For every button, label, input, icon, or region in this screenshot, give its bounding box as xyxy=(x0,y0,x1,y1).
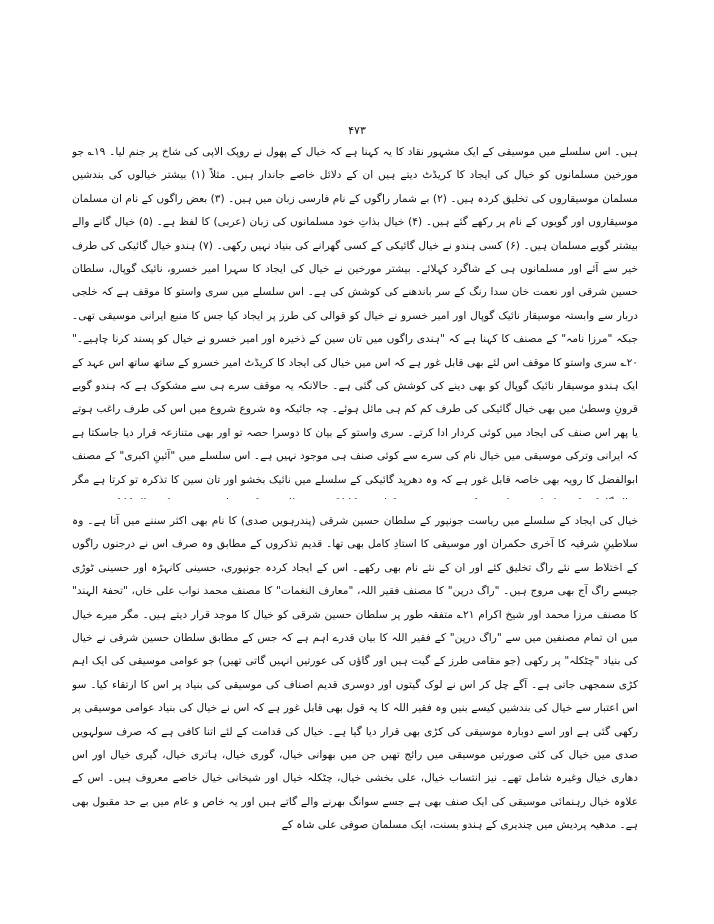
paragraph-2-text: خیال کی ایجاد کے سلسلے میں ریاست جونپور کے سلطان حسین شرقی (پندرہویں صدی) کا نام بھی اکثر سننے میں آتا ہے۔ وہ سلاطینِ شرقیہ کا آخری حکمران اور موسیقی کا استادِ کامل بھی تھا۔ قدیم تذکروں کے مطابق وہ صرف اس نے درجنوں راگوں کے اختلاط سے نئے راگ تخلیق کئے اور ان کے نئے نام بھی رکھے۔ اس کے ایجاد کردہ جونپوری، حسینی کانہڑہ اور حسینی ٹوڑی جیسے راگ آج بھی مروج ہیں۔ "راگ درپن" کا مصنف فقیر اللہ، "معارف النغمات" کا مصنف محمد نواب علی خاں، "تحفۃ الہند" کا مصنف مرزا محمد اور شیخ اکرام ۲۱؎ متفقہ طور پر سلطان حسین شرقی کو خیال کا موجد قرار دیتے ہیں۔ مگر میرے خیال میں ان تمام مصنفین میں سے "راگ درپن" کے فقیر اللہ کا بیان قدرے اہم ہے کہ جس کے مطابق سلطان حسین شرقی نے خیال کی بنیاد "چٹکلہ" پر رکھی (جو مقامی طرز کے گیت ہیں اور گاؤں کی عورتیں انہیں گاتی تھیں) جو عوامی موسیقی کی ایک اہم کڑی سمجھی جاتی ہے۔ آگے چل کر اس نے لوک گیتوں اور دوسری قدیم اصناف کی موسیقی کی بنیاد پر اس کا ارتقاء کیا۔ سو اس اعتبار سے خیال کی بندشیں کیسے بنیں وہ فقیر اللہ کا یہ قول بھی قابل غور ہے کہ اس نے خیال کی بنیاد عوامی موسیقی پر رکھی گئی ہے اور اسے دوبارہ موسیقی کی کڑی بھی قرار دیا گیا ہے۔ خیال کی قدامت کے لئے اتنا کافی ہے کہ صرف سولہویں صدی میں خیال کی کئی صورتیں موسیقی میں رائج تھیں جن میں بھوانی خیال، گوری خیال، ہاتری خیال، گیری خیال اور اس دھاری خیال وغیرہ شامل تھے۔ نیز انتساب خیال، علی بخشی خیال، چٹکلہ خیال اور شیخانی خیال خاصے معروف ہیں۔ اس کے علاوہ خیال رہنمائی موسیقی کی ایک صنف بھی ہے جسے سوانگ بھرنے والے گاتے ہیں اور یہ خاص و عام میں بے حد مقبول بھی ہے۔ مدھیہ پردیش میں چندیری کے ہندو بسنت، ایک مسلمان صوفی علی شاہ کے xyxy=(72,515,638,832)
paragraph-1 xyxy=(72,141,638,499)
paragraph-1-text: ہیں۔ اس سلسلے میں موسیقی کے ایک مشہور نقاد کا یہ کہنا ہے کہ خیال کے پھول نے روپک الاپی کی شاخ پر جنم لیا۔ ۱۹؎ جو مورخین مسلمانوں کو خیال کی ایجاد کا کریڈٹ دیتے ہیں ان کے دلائل خاصے جاندار ہیں۔ مثلاً (۱) بیشتر خیالوں کی بندشیں مسلمان موسیقاروں کی تخلیق کردہ ہیں۔ (۲) بے شمار راگوں کے نام فارسی زبان میں ہیں۔ (۳) بعض راگوں کے نام ان مسلمان موسیقاروں اور گویوں کے نام پر رکھے گئے ہیں۔ (۴) خیال بذاتِ خود مسلمانوں کی زبان (عربی) کا لفظ ہے۔ (۵) خیال گانے والے بیشتر گویے مسلمان ہیں۔ (۶) کسی ہندو نے خیال گائیکی کے کسی گھرانے کی بنیاد نہیں رکھی۔ (۷) ہندو خیال گائیکی کی طرف خیر سے آئے اور مسلمانوں ہی کے شاگرد کہلائے۔ بیشتر مورخین نے خیال کی ایجاد کا سہرا امیر خسرو، نائیک گوپال، سلطان حسین شرقی اور نعمت خان سدا رنگ کے سر باندھنے کی کوشش کی ہے۔ اس سلسلے میں سری واستو کا موقف ہے کہ خلجی دربار سے وابستہ موسیقار نائیک گوپال اور امیر خسرو نے خیال کو قوالی کی طرز پر ایجاد کیا جس کا منبع ایرانی موسیقی تھی۔ جبکہ "مرزا نامہ" کے مصنف کا کہنا ہے کہ "ہندی راگوں میں تان سین کے ذخیرہ اور امیر خسرو نے خیال کو پسند کرنا چاہیے۔" ۲۰؎ سری واستو کا موقف اس لئے بھی قابل غور ہے کہ اس میں خیال کی ایجاد کا کریڈٹ امیر خسرو کے ساتھ ساتھ اس عہد کے ایک ہندو موسیقار نائیک گوپال کو بھی دینے کی کوشش کی گئی ہے۔ حالانکہ یہ موقف سرے ہی سے مشکوک ہے کہ ہندو گویے قرونِ وسطیٰ میں بھی خیال گائیکی کی طرف کم کم ہی مائل ہوئے۔ چہ جائیکہ وہ شروع شروع میں اس کی طرف راغب ہوتے یا پھر اس صنف کی ایجاد میں کوئی کردار ادا کرتے۔ سری واستو کے بیان کا دوسرا حصہ تو اور بھی متنازعہ قرار دیا جاسکتا ہے کہ ایرانی وترکی موسیقی میں خیال نام کی سرے سے کوئی صنف ہی موجود نہیں ہے۔ اس سلسلے میں "آئینِ اکبری" کے مصنف ابوالفضل کا رویہ بھی خاصہ قابل غور ہے کہ وہ دھرپد گائیکی کے سلسلے میں نائیک بخشو اور تان سین کا تذکرہ تو کرتا ہے مگر xyxy=(72,146,638,486)
paragraph-2 xyxy=(72,510,638,855)
page-number: ۴۷۳ xyxy=(348,124,366,137)
